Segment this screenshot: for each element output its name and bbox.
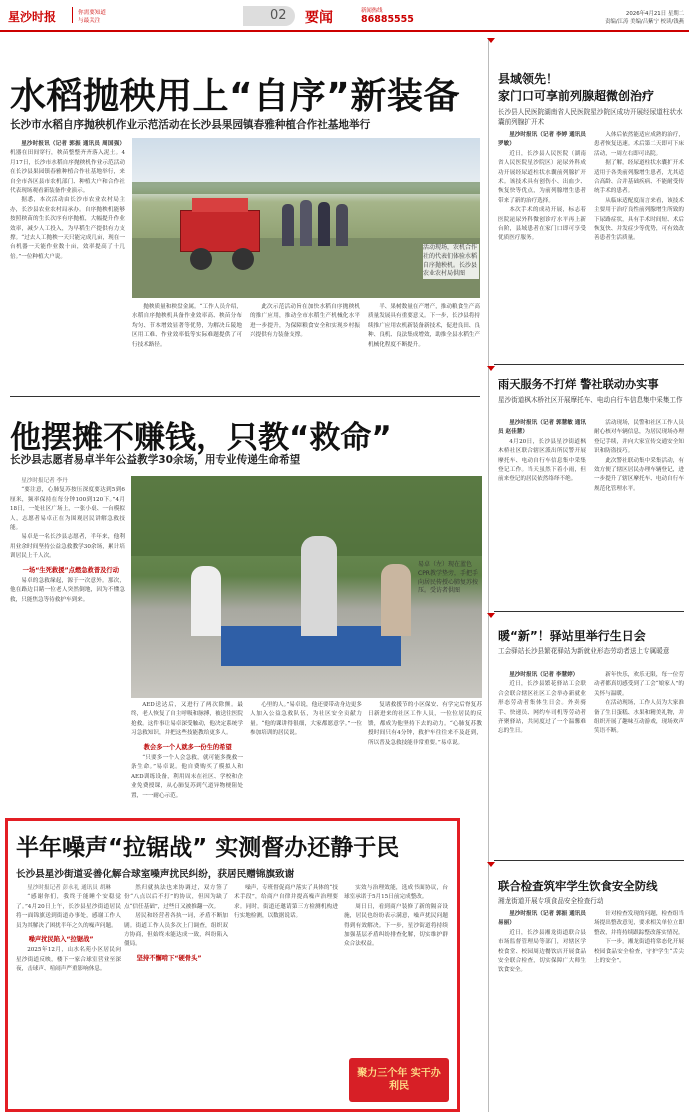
a2-photo-caption: 易卓（左）现在蓝色CPR教学垫旁，手把手向居民传授心肺复苏按压。受访者供图: [418, 561, 479, 595]
a1-headline: 水稻抛秧用上“自序”新装备: [10, 76, 460, 117]
section-name: 要闻: [305, 10, 333, 26]
divider: [10, 396, 480, 397]
page-number: 02: [270, 8, 287, 23]
r4-col1: 星沙时报讯（记者 郭振 通讯员 易丽） 近日，长沙县湘龙街道联合县市场监督管理局等部门，对辖区学校食堂、校园周边餐饮店开展食品安全联合检查，切实保障广大师生饮食安全。: [498, 911, 586, 974]
slogan-line-2: 与最关注: [78, 18, 101, 24]
a2-subhead-2: 教会多一个人就多一份生的希望: [143, 743, 232, 751]
r3-col1: 星沙时报讯（记者 李慧婷） 近日，长沙县繁花驿站工会联合会联合辖区社区工会举办新就业形态劳动者集体生日会。外卖骑手、快递员、网约车司机等劳动者齐聚驿站，共同度过了一个温馨难忘的生日。: [498, 672, 586, 735]
a2-byline: 星沙时报记者 李丹: [21, 478, 68, 484]
divider: [494, 860, 684, 861]
person-figure: [318, 202, 330, 246]
r3-subheadline: 工会驿站长沙县繁花驿站为新就业形态劳动者送上专属暖意: [498, 647, 670, 655]
a1-cont: 据悉，本次活动由长沙市农业农村局主办，长沙县农业农村局承办。自序抛秧机能够按照秧苗的生长次序有序抛植，大幅提升作业效率，减少人工投入，为早稻生产提供有力支撑。“过去人工抛秧一天只能完成几亩，现在一台机器一天能作业数十亩，效率提高了十几倍。”一位种植大户说。: [10, 197, 125, 260]
logo-divider: [72, 7, 73, 23]
r2-byline: 星沙时报讯（记者 郭慧敏 通讯员 赵佳慧）: [498, 420, 586, 436]
person-figure: [381, 564, 411, 636]
a1-byline: 星沙时报讯（记者 郭振 通讯员 周国强）: [21, 141, 125, 147]
a1-photo-caption: 活动现场，农机合作社的代表们体验水稻自序抛秧机。长沙县农业农村局供图: [423, 244, 478, 278]
person-figure: [300, 200, 312, 246]
instructor-figure: [301, 536, 337, 636]
r2-headline: 雨天服务不打烊 警社联动办实事: [498, 378, 659, 391]
slogan-line-1: 你需要知道: [78, 10, 106, 16]
a1-col1: [10, 140, 125, 392]
a3-subhead-2: 坚持不懈啃下“硬骨头”: [136, 954, 202, 962]
a2-subhead-1: 一场“生死救援”点燃急救普及行动: [22, 566, 120, 574]
machine-body: [180, 210, 260, 252]
a3-col4: 实效与治理效能，选成书面协议，台球室承诺于5月15日前完成整改。 周日日，看到商户装修了新的隔音设施，居民也纷纷表示满意，噪声扰民问题得到有效解决。下一步，星沙街道将持续加强基层矛盾纠纷排查化解，切实维护群众合法权益。: [344, 885, 448, 948]
tree-line: [132, 182, 480, 194]
r4-col2: 针对检查发现的问题，检查组当场提出整改意见，要求相关单位立即整改，并将持续跟踪整改落实情况。 下一步，湘龙街道将常态化开展校园食品安全检查，守护学生“舌尖上的安全”。: [594, 911, 684, 965]
r1-col1: 星沙时报讯（记者 李婷 通讯员 罗敏） 近日，长沙县人民医院（湖南省人民医院星沙院区）泌尿外科成功开展经尿道柱状水囊前列腺扩开术。该技术具有创伤小、出血少、恢复快等优点，为前列腺增生患者带来了新的治疗选择。 本次手术的成功开展，标志着医院泌尿外科微创诊疗水平再上新台阶，县域患者在家门口即可享受优质医疗服务。: [498, 132, 586, 242]
r1-byline: 星沙时报讯（记者 李婷 通讯员 罗敏）: [498, 132, 586, 148]
r4-triangle-icon: [487, 862, 495, 867]
right-column-rule: [488, 38, 489, 1112]
a1-subheadline: 长沙市水稻自序抛秧机作业示范活动在长沙县果园镇春雅种植合作社基地举行: [10, 119, 371, 131]
r2-subheadline: 星沙街道枫木桥社区开展摩托车、电动自行车信息集中采集工作: [498, 396, 683, 404]
a2-subheadline: 长沙县志愿者易卓半年公益教学30余场，用专业传递生命希望: [10, 454, 301, 466]
r3-headline: 暖“新”！驿站里举行生日会: [498, 629, 646, 643]
a1-col3: 此次示范活动旨在加快水稻自序抛秧机的推广应用，推动全市水稻生产机械化水平进一步提升，为保障粮食安全和实现乡村振兴提供有力装备支撑。: [250, 304, 360, 339]
r1-col2: 入体后依然能适应成熟的治疗，患者恢复迅速。术后第二天即可下床活动，一周左右即可出院。 据了解，经尿道柱状水囊扩开术适用于各类前列腺增生患者，尤其适合高龄、合并基础疾病、不能耐受传统手术的患者。 从临床适配度而言来看，该技术主要用于治疗良性前列腺增生所致的下尿路症状，具有手术时间短、术后恢复快、并发症少等优势，可有效改善患者生活质量。: [594, 132, 684, 242]
a2-col1: 星沙时报记者 李丹 “要注意，心肺复苏按压深度要达到5到6厘米，频率保持在每分钟100到120下。”4月18日，一处社区广场上，一张小桌、一台模拟人，志愿者易卓正在为围观居民讲解急救技能。 易卓是一名长沙县志愿者，半年来，他利用业余时间坚持公益急救教学30余场，累计培训居民上千人次。 一场“生死救援”点燃急救普及行动 易卓的急救缘起，源于一次意外。那次，他在路边目睹一位老人突然倒地，因为不懂急救，只能焦急等待救护车到来。: [10, 478, 125, 603]
r1-headline-1: 县域领先！: [498, 72, 559, 86]
r3-byline: 星沙时报讯（记者 李慧婷）: [509, 672, 579, 678]
page-editors: 责编/江涛 美编/吕紫宁 校读/钱燕: [605, 19, 684, 25]
r2-col1: 星沙时报讯（记者 郭慧敏 通讯员 赵佳慧） 4月20日，长沙县星沙街道枫木桥社区联合辖区派出所民警开展摩托车、电动自行车信息集中采集登记工作。当天虽然下着小雨，但前来登记的居民依然络绎不绝。: [498, 420, 586, 483]
a2-col4: 复诸救援节的小区保安、有学完后脊复苏日新进来的社区工作人员，一位位居民的反馈，都成为他坚持下去的动力。“心肺复苏教授时间只有4分钟，救护车往往来不及赶到，所以普及急救技能非常重要。”易卓说。: [368, 702, 482, 746]
r1-subheadline: 长沙县人民医院湖南省人民医院星沙院区成功开展经尿道柱状水囊前列腺扩开术: [498, 108, 683, 126]
machine-hood: [192, 198, 248, 212]
r1-triangle-icon: [487, 38, 495, 43]
a1-col2: 抛秧质量和秧盘金属。“工作人员介绍，水稻自序抛秧机具备作业效率高、秧苗分布均匀、节本增效显著等优势，为解决丘陵地区用工难、作业效率低等实际难题提供了可行技术路径。: [132, 304, 242, 348]
divider: [494, 364, 684, 365]
machine-wheel: [232, 248, 254, 270]
hotline-label: 新闻热线: [361, 8, 383, 14]
a3-col2: 然归就执法也来协调过，双方签了份“八点以后不打”的协议，但因为缺了点“信任基础”，过些日又被推翻一次。 居民和经营者各执一词，矛盾不断加剧。街道工作人员多次上门调查，组织双方协商，但始终未能达成一致，纠纷陷入僵局。 坚持不懈啃下“硬骨头”: [124, 885, 228, 962]
hotline-number: 86885555: [361, 14, 414, 25]
a3-col1: 星沙时报记者 彭永礼 通讯员 胡琳 “感谢你们，我终于能睡个安稳觉了。”4月20日上午，长沙县星沙街道居民将一面锦旗送到街道办事处，感谢工作人员为其解决了困扰半年之久的噪声问题。 噪声扰民陷入“拉锯战” 2025年12月，山水名苑小区居民向星沙街道反映，楼下一家合球室营业至深夜，击球声、喧闹声严重影响休息。: [16, 885, 121, 973]
r3-col2: 新年快乐，欢乐无限，每一位劳动者都真切感受到了工会“娘家人”的关怀与温暖。 在活动现场，工作人员为大家准备了生日蛋糕、水果和精美礼物，并组织开展了趣味互动游戏，现场欢声笑语不断。: [594, 672, 684, 735]
issue-date: 2026年4月21日 星期二: [625, 11, 684, 17]
a3-subhead-1: 噪声扰民陷入“拉锯战”: [28, 936, 94, 944]
a3-byline: 星沙时报记者 彭永礼 通讯员 胡琳: [27, 885, 111, 891]
a1-lead: 机器在田间穿行，秧苗整整齐齐落入泥土。4月17日，长沙市水稻自序抛秧机作业示范活动在长沙县果园镇春雅种植合作社基地举行，来自全市各区县市农机部门、种植大户和合作社代表现场观看新装备作业演示。: [10, 150, 125, 195]
section-tab: [243, 6, 295, 26]
a3-stamp-text: 聚力三个年 实干办利民: [357, 1068, 441, 1092]
r4-headline: 联合检查筑牢学生饮食安全防线: [498, 879, 658, 893]
r3-triangle-icon: [487, 613, 495, 618]
a3-subheadline: 长沙县星沙街道妥善化解合球室噪声扰民纠纷，获居民赠锦旗致谢: [16, 869, 295, 880]
r4-byline: 星沙时报讯（记者 郭振 通讯员 易丽）: [498, 911, 586, 927]
a3-headline: 半年噪声“拉锯战” 实测督办还静于民: [16, 835, 400, 861]
divider: [494, 611, 684, 612]
masthead: [0, 0, 689, 30]
a1-col4: 半、果树数量在产增产，推动粮食生产高质量发展具有重要意义。下一步，长沙县将持续推广应用农机新装备新技术，促进良田、良种、良机、良法集成增效，助推全县水稻生产机械化程度不断提升。: [368, 304, 480, 348]
r2-col2: 活动现场，民警和社区工作人员耐心核对车辆信息，为居民现场办理登记手续，并向大家宣传交通安全知识和防盗技巧。 此次警社联动集中采集活动，有效方便了辖区居民办理车辆登记，进一步提升了辖区摩托车、电动自行车规范化管理水平。: [594, 420, 684, 492]
r2-triangle-icon: [487, 366, 495, 371]
a2-col3: 心里的人。”易卓说，他还要带动身边更多人加入公益急救队伍，为社区安全贡献力量。“他的课讲得很细，大家都愿意学。”一位参加培训的居民说。: [250, 702, 362, 737]
r4-subheadline: 湘龙街道开展专项食品安全检查行动: [498, 897, 604, 905]
person-figure: [191, 566, 221, 636]
person-figure: [336, 204, 348, 246]
person-figure: [282, 204, 294, 246]
paper-logo: 星沙时报: [8, 10, 57, 24]
masthead-rule: [0, 30, 689, 32]
a2-col2: AED送达后，又进行了两次除颤。最终，老人恢复了自主呼吸和脉搏，被送往医院抢救。这件事让易卓深受触动，他决定系统学习急救知识，并把这些技能教给更多人。 教会多一个人就多一份生的希望 “只要多一个人会急救，就可能多挽救一条生命。”易卓说。他自费购买了模拟人和AED训练设备，利用周末在社区、学校和企业免费授课，从心肺复苏到气道异物梗阻处置，一一耐心示范。: [131, 702, 243, 799]
a3-col3: 噪声，专班督促商户落实了具体的“技术手段”，给商户自律并提高噪声治理要求。同时，街道还邀请第三方检测机构进行实地检测，以数据说话。: [234, 885, 338, 920]
a2-headline: 他摆摊不赚钱，只教“救命”: [10, 420, 392, 456]
r1-headline-2: 家门口可享前列腺超微创治疗: [498, 89, 655, 103]
machine-wheel: [190, 248, 212, 270]
